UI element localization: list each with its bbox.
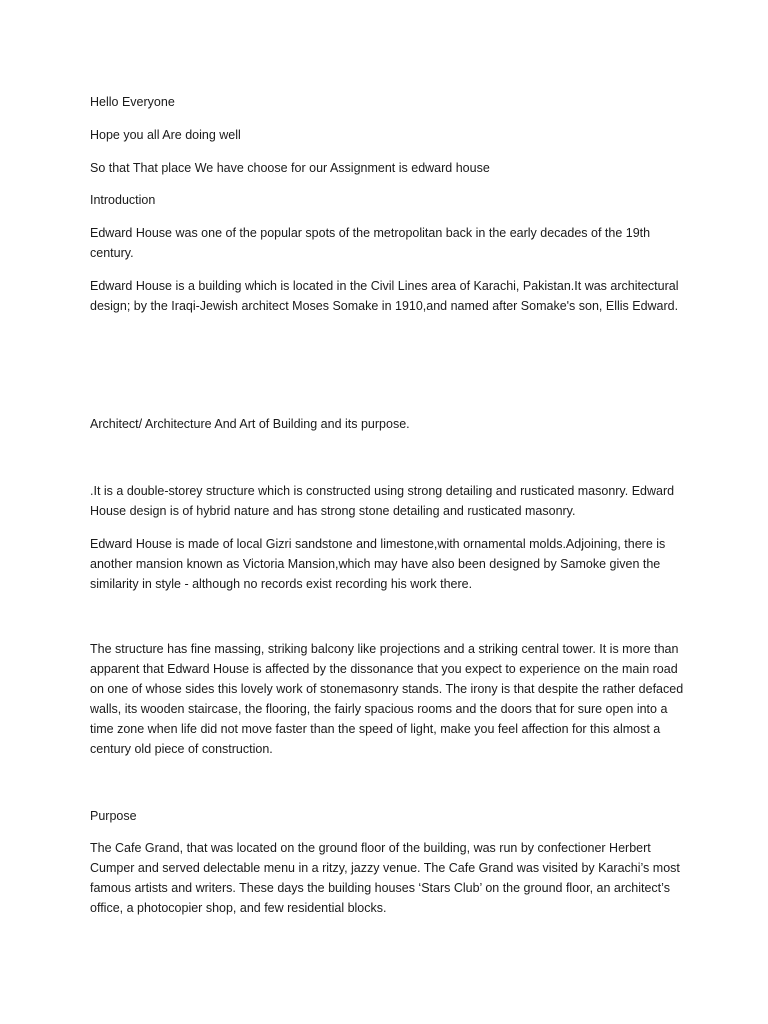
intro-paragraph: Edward House was one of the popular spots of the metropolitan back in the early decades of the 19th century. [90, 226, 651, 260]
cafe-grand-paragraph: The Cafe Grand, that was located on the ground floor of the building, was run by confectioner Herbert Cumper and served delectable menu in a ritzy, jazzy venue. The Cafe Grand was visited by Karachi’s most famous artists and writers. These days the building houses ‘Stars Club’ on the ground floor, an architect’s office, a photocopier shop, and few residential blocks. [90, 841, 680, 915]
greeting-line: Hello Everyone [90, 95, 175, 109]
assignment-line: So that That place We have choose for our Assignment is edward house [90, 161, 490, 175]
location-paragraph: Edward House is a building which is located in the Civil Lines area of Karachi, Pakistan.It was architectural design; by the Iraqi-Jewish architect Moses Somake in 1910,and named after Somake's son, Ellis Edward. [90, 279, 679, 313]
structure-paragraph: .It is a double-storey structure which is constructed using strong detailing and rusticated masonry. Edward House design is of hybrid nature and has strong stone detailing and rusticated masonry. [90, 484, 675, 518]
materials-paragraph: Edward House is made of local Gizri sandstone and limestone,with ornamental molds.Adjoining, there is another mansion known as Victoria Mansion,which may have also been designed by Samoke given the similarity in style - although no records exist recording his work there. [90, 537, 666, 591]
purpose-heading: Purpose [90, 809, 137, 823]
massing-paragraph: The structure has fine massing, striking balcony like projections and a striking central tower. It is more than apparent that Edward House is affected by the dissonance that you expect to experience on the main road on one of whose sides this lovely work of stonemasonry stands. The irony is that despite the rather defaced walls, its wooden staircase, the flooring, the fairly spacious rooms and the doors that for sure open into a time zone when life did not move faster than the speed of light, make you feel affection for this almost a century old piece of construction. [90, 642, 684, 756]
wellwish-line: Hope you all Are doing well [90, 128, 241, 142]
introduction-heading: Introduction [90, 193, 156, 207]
architecture-heading: Architect/ Architecture And Art of Building and its purpose. [90, 417, 410, 431]
